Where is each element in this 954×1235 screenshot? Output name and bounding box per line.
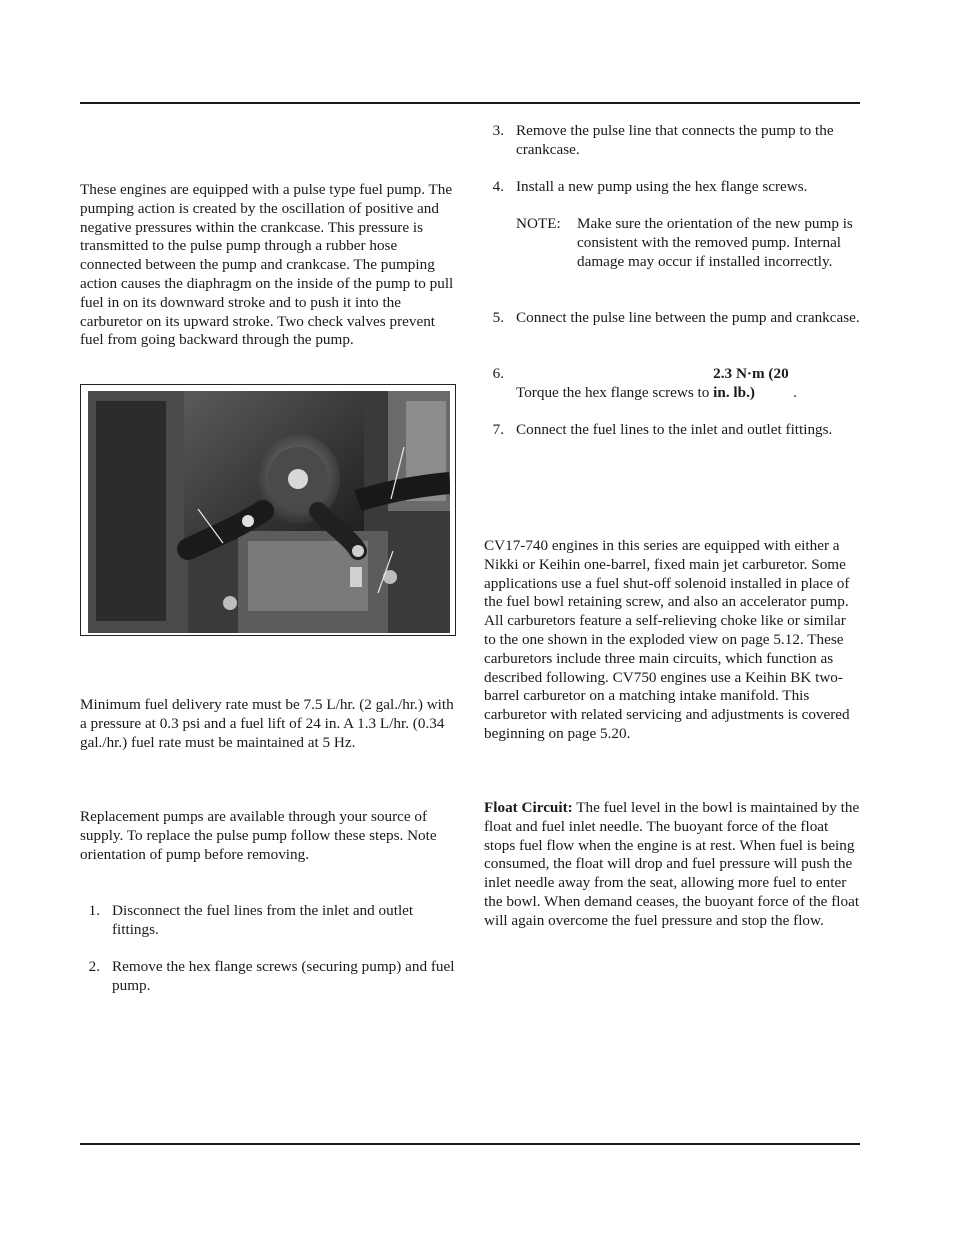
step-text: [516, 365, 860, 403]
step-text: Disconnect the fuel lines from the inlet and outlet fittings.: [112, 902, 414, 938]
step-number: 1.: [88, 902, 100, 919]
right-column: [484, 0, 860, 1100]
float-circuit-paragraph: [484, 799, 860, 931]
step-text-tail: .: [793, 383, 797, 401]
torque-value: 2.3 N·m (20 in. lb.): [713, 365, 789, 401]
step-text: Connect the pulse line between the pump and crankcase.: [516, 309, 860, 326]
replacement-paragraph: Replacement pumps are available through your source of supply. To replace the pulse pump follow these steps. Note orientation of pump before removing.: [80, 808, 437, 863]
delivery-paragraph: Minimum fuel delivery rate must be 7.5 L/hr. (2 gal./hr.) with a pressure at 0.3 psi and a fuel lift of 24 in. A 1.3 L/hr. (0.34 gal./hr.) fuel rate must be maintained at 5 Hz.: [80, 696, 454, 751]
float-circuit-label: Float Circuit:: [484, 799, 573, 816]
step-text-lead: Torque the hex flange screws to: [516, 383, 714, 401]
step-text: Remove the pulse line that connects the pump to the crankcase.: [516, 122, 834, 158]
step-text: Connect the fuel lines to the inlet and outlet fittings.: [516, 421, 833, 438]
step-text: Install a new pump using the hex flange screws.: [516, 178, 808, 195]
footer-rule: [80, 1143, 860, 1145]
note-label: NOTE:: [516, 215, 561, 232]
intro-paragraph: These engines are equipped with a pulse type fuel pump. The pumping action is created by the oscillation of positive and negative pressures within the crankcase. This pressure is transmitted to the pulse pump through a rubber hose connected between the pump and crankcase. The pumping action causes the diaphragm on the inside of the pump to pull fuel in on its downward stroke and to push it into the carburetor on its upward stroke. Two check valves prevent fuel from going backward through the pump.: [80, 181, 454, 349]
carburetor-paragraph: CV17-740 engines in this series are equipped with either a Nikki or Keihin one-barrel, fixed main jet carburetor. Some applications use a fuel shut-off solenoid installed in place of the fuel bowl retaining screw, and also an accelerator pump. All carburetors feature a self-relieving choke like or similar to the one shown in the exploded view on page 5.12. These carburetors include three main circuits, which function as described following. CV750 engines use a Keihin BK two-barrel carburetor on a matching intake manifold. This carburetor with related servicing and adjustments is covered beginning on page 5.20.: [484, 537, 850, 742]
step-number: 7.: [492, 421, 504, 438]
step-number: 2.: [88, 958, 100, 975]
step-number: 6.: [492, 365, 504, 382]
step-number: 3.: [492, 122, 504, 139]
float-circuit-text: The fuel level in the bowl is maintained by the float and fuel inlet needle. The buoyant force of the float stops fuel flow when the engine is at rest. When fuel is being consumed, the float will drop and fuel pressure will push the inlet needle away from the seat, allowing more fuel to enter the bowl. When demand ceases, the buoyant force of the float will again overcome the fuel pressure and stop the flow.: [484, 799, 860, 929]
step-number: 5.: [492, 309, 504, 326]
fuel-pump-photo: [88, 391, 450, 633]
note-text: Make sure the orientation of the new pump is consistent with the removed pump. Internal damage may occur if installed incorrectly.: [577, 215, 853, 270]
step-text: Remove the hex flange screws (securing pump) and fuel pump.: [112, 958, 455, 994]
fuel-pump-photo-frame: [80, 384, 456, 636]
step-number: 4.: [492, 178, 504, 195]
